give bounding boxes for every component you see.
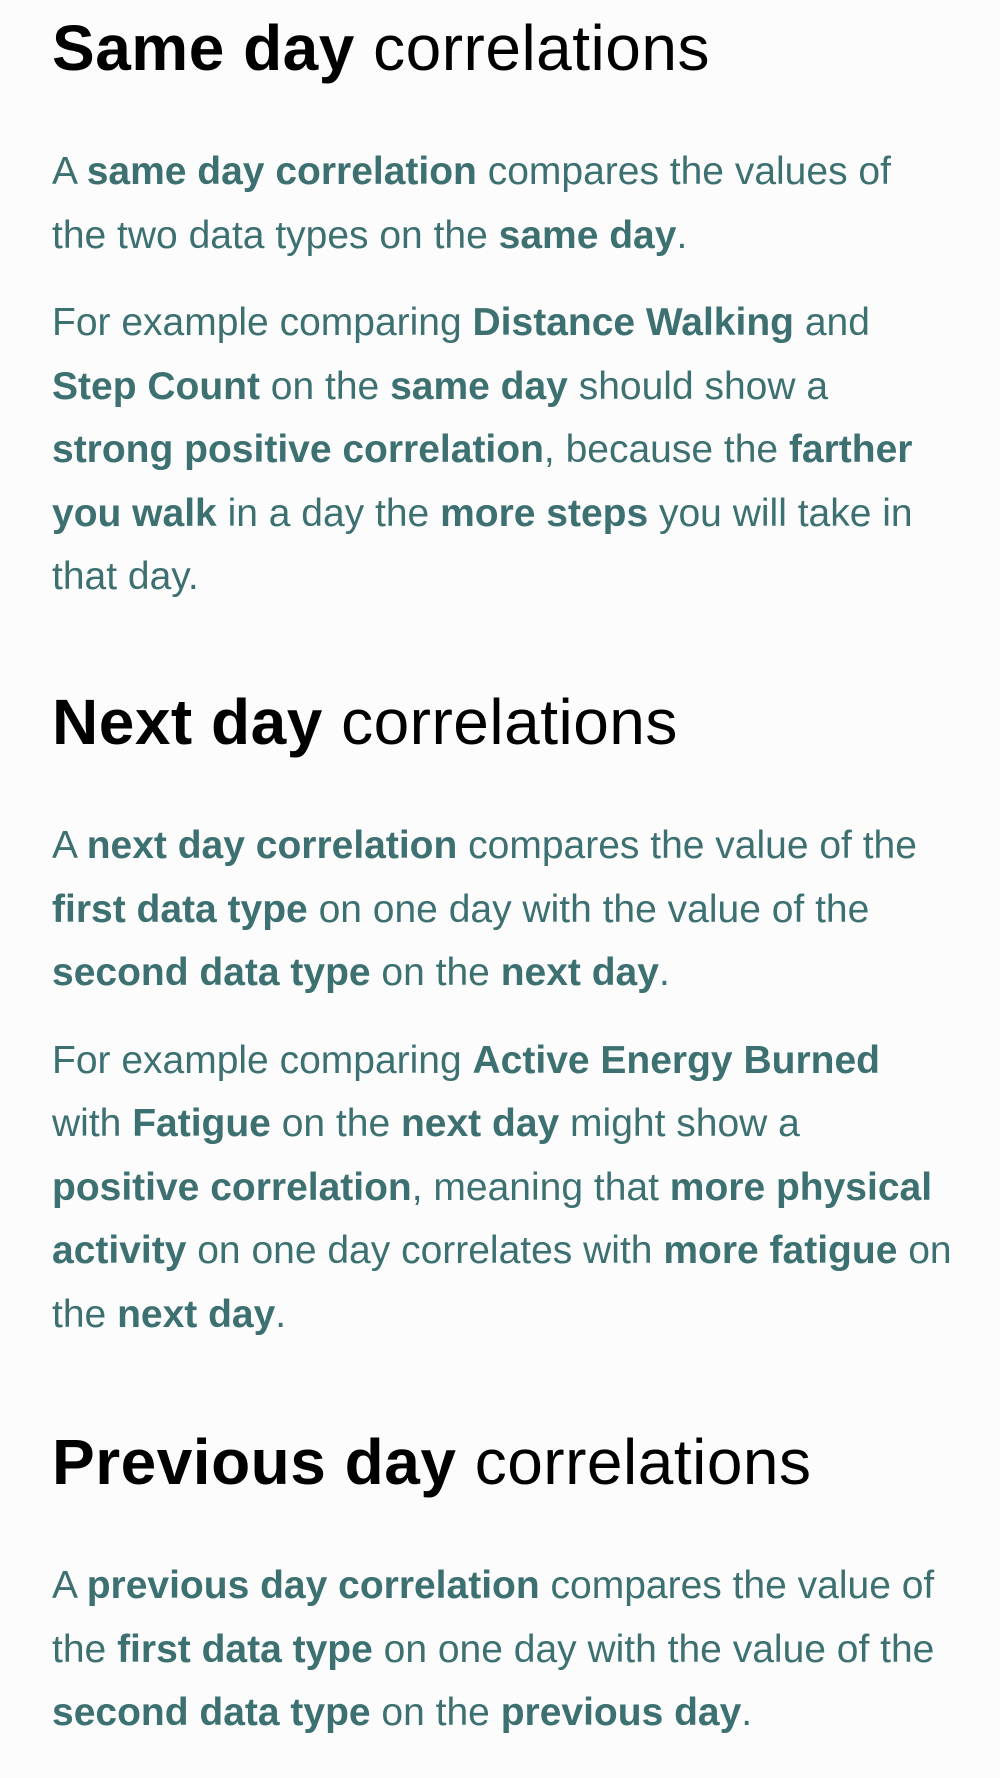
body-text: with [52, 1102, 133, 1145]
body-text: on the [370, 951, 501, 994]
previous-day-section [52, 1424, 952, 1745]
body-text: A [52, 1564, 87, 1607]
emphasis-text: same day correlation [86, 150, 477, 193]
heading-rest-part: correlations [322, 686, 678, 758]
paragraph [52, 1554, 952, 1745]
heading-bold-part: Previous day [52, 1426, 457, 1498]
body-text: For example comparing [52, 301, 473, 344]
body-text: A [52, 150, 87, 193]
body-text: should show a [567, 364, 829, 408]
emphasis-text: previous day correlation [86, 1564, 540, 1607]
emphasis-text: Active Energy Burned [472, 1038, 880, 1082]
emphasis-text: previous day [500, 1691, 742, 1734]
body-text: compares the value of the [457, 824, 917, 867]
emphasis-text: next day [400, 1102, 560, 1145]
paragraph [52, 291, 952, 609]
body-text: , meaning that [411, 1165, 670, 1209]
body-text: . [741, 1691, 753, 1734]
section-heading [52, 684, 952, 760]
emphasis-text: more fatigue [663, 1229, 898, 1272]
body-text: on one day with the value of the [372, 1627, 935, 1671]
emphasis-text: Step Count [52, 364, 260, 408]
body-text: . [658, 951, 670, 994]
body-text: on the [259, 364, 391, 408]
emphasis-text: same day [498, 213, 677, 257]
heading-bold-part: Same day [52, 12, 355, 84]
emphasis-text: next day [117, 1292, 276, 1336]
emphasis-text: next day [500, 951, 659, 994]
emphasis-text: Fatigue [132, 1102, 271, 1145]
body-text: on the [52, 1229, 952, 1336]
emphasis-text: more physical activity [52, 1165, 933, 1272]
body-text: and [793, 301, 870, 344]
heading-bold-part: Next day [52, 686, 323, 758]
body-text: compares the values of the two data types on the [52, 150, 891, 257]
emphasis-text: Distance Walking [472, 301, 794, 344]
emphasis-text: strong positive correlation [52, 428, 544, 471]
next-day-section [52, 684, 952, 1346]
emphasis-text: first data type [52, 887, 308, 931]
body-text: For example comparing [52, 1038, 473, 1082]
emphasis-text: more steps [440, 491, 649, 535]
heading-rest-part: correlations [456, 1426, 812, 1498]
body-text: in a day the [216, 491, 441, 535]
paragraph [52, 814, 952, 1005]
body-text: , because the [543, 428, 789, 471]
section-heading [52, 1424, 952, 1500]
body-text: on the [270, 1102, 401, 1145]
body-text: compares the value of the [52, 1564, 935, 1671]
emphasis-text: second data type [52, 1691, 371, 1734]
emphasis-text: positive correlation [52, 1165, 412, 1209]
emphasis-text: second data type [52, 951, 371, 994]
body-text: . [275, 1292, 287, 1336]
heading-rest-part: correlations [354, 12, 710, 84]
paragraph [52, 140, 952, 267]
emphasis-text: next day correlation [86, 824, 458, 867]
same-day-section [52, 10, 952, 609]
emphasis-text: same day [390, 364, 568, 408]
body-text: on one day correlates with [186, 1229, 664, 1272]
body-text: on the [370, 1691, 501, 1734]
body-text: might show a [559, 1102, 800, 1145]
section-heading [52, 10, 952, 86]
paragraph [52, 1029, 952, 1347]
body-text: A [52, 824, 87, 867]
emphasis-text: first data type [117, 1627, 373, 1671]
body-text: . [676, 213, 688, 257]
body-text: on one day with the value of the [307, 887, 870, 931]
emphasis-text: farther you walk [52, 428, 913, 535]
body-text: you will take in that day. [52, 491, 913, 598]
